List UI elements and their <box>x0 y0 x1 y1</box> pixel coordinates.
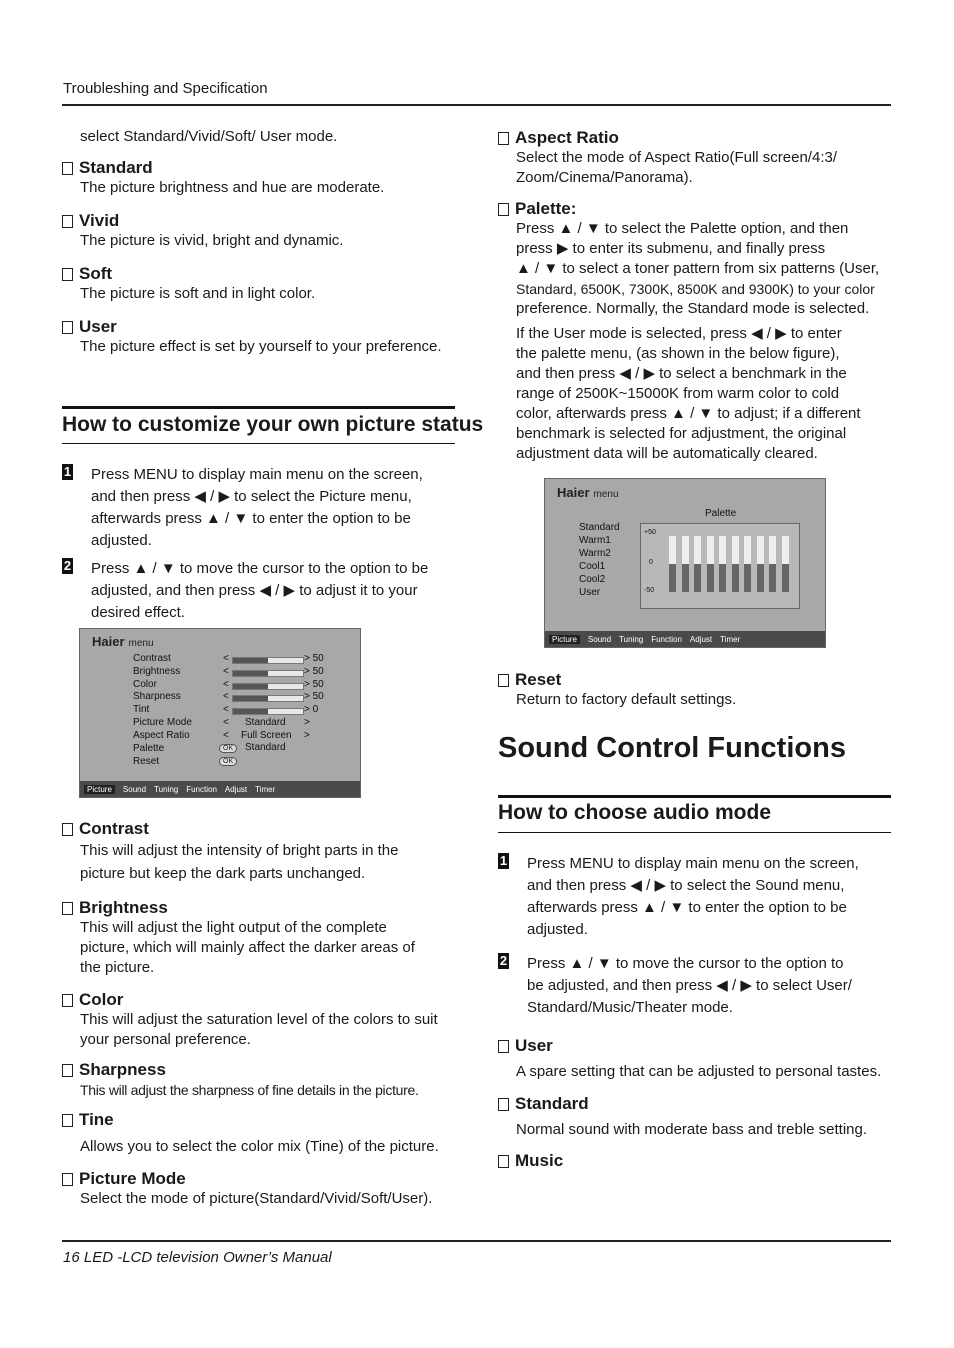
intro-text: select Standard/Vivid/Soft/ User mode. <box>80 128 338 145</box>
menu-value: Standard <box>245 717 286 728</box>
step-2-text: Press ▲ / ▼ to move the cursor to the option to be adjusted, and then press ◀ / ▶ to adjust it to your desired effect. <box>91 560 429 621</box>
item-contrast: Contrast This will adjust the intensity of bright parts in the picture but keep the dark parts unchanged. <box>62 819 399 884</box>
menu-arrow-left: < <box>223 691 229 703</box>
checkbox-icon <box>62 162 73 175</box>
level-bar-fill <box>233 684 268 689</box>
menu-tabbar <box>80 781 360 797</box>
checkbox-icon <box>62 1173 73 1186</box>
mode-standard: Standard The picture brightness and hue are moderate. <box>62 158 384 198</box>
checkbox-icon <box>498 132 509 145</box>
header-rule <box>62 104 891 106</box>
step-number: 2 <box>499 953 508 968</box>
menu-arrow-left: < <box>223 717 229 728</box>
audio-mode-standard: Standard Normal sound with moderate bass and treble setting. <box>498 1094 867 1140</box>
menu-arrow-left: < <box>223 653 229 664</box>
level-bar-fill <box>233 709 268 714</box>
palette-bars-panel <box>640 523 800 609</box>
audio-mode-music: Music <box>498 1151 563 1171</box>
palette-option: Cool2 <box>579 574 606 585</box>
menu-arrow-left: < <box>223 678 229 690</box>
palette-level-bar <box>732 536 739 592</box>
checkbox-icon <box>498 203 509 216</box>
menu-value: > 50 <box>304 665 324 677</box>
menu-label: Contrast <box>133 653 171 664</box>
section-title: How to customize your own picture status <box>62 413 484 436</box>
item-color: Color This will adjust the saturation level of the colors to suit your personal preference. <box>62 990 438 1050</box>
level-bar <box>232 708 304 715</box>
checkbox-icon <box>62 321 73 334</box>
mode-vivid: Vivid The picture is vivid, bright and dynamic. <box>62 211 343 251</box>
menu-label: Reset <box>133 756 160 767</box>
tab-picture: Picture <box>84 785 115 794</box>
scale-label: 0 <box>649 559 653 566</box>
footer-rule <box>62 1240 891 1242</box>
palette-option: Standard <box>579 522 620 533</box>
checkbox-icon <box>62 902 73 915</box>
menu-label: Aspect Ratio <box>133 730 190 741</box>
palette-level-bar <box>744 536 751 592</box>
section-rule-top <box>62 406 455 409</box>
item-aspect-ratio: Aspect Ratio Select the mode of Aspect Ratio(Full screen/4:3/ Zoom/Cinema/Panorama). <box>498 128 837 188</box>
menu-label: Color <box>133 678 157 690</box>
menu-arrow-left: < <box>223 704 229 716</box>
menu-value: > 50 <box>304 691 324 703</box>
tab-tuning: Tuning <box>619 634 644 644</box>
tab-sound: Sound <box>587 634 612 644</box>
ok-button: OK <box>219 757 237 766</box>
scale-label: -50 <box>644 587 655 594</box>
checkbox-icon <box>62 268 73 281</box>
level-bar <box>232 683 304 690</box>
tab-picture: Picture <box>549 635 580 644</box>
palette-level-bar <box>719 536 726 592</box>
palette-level-bar <box>707 536 714 592</box>
section-rule-top <box>498 795 891 798</box>
level-bar-fill <box>233 696 268 701</box>
section-title: How to choose audio mode <box>498 801 772 824</box>
checkbox-icon <box>498 674 509 687</box>
section-rule-bottom <box>62 443 455 444</box>
item-brightness: Brightness This will adjust the light output of the complete picture, which will mainly affect the darker areas of the picture. <box>62 898 415 978</box>
palette-option: User <box>579 587 601 598</box>
step-number: 1 <box>499 853 508 868</box>
palette-level-bar <box>669 536 676 592</box>
step-number: 2 <box>63 558 72 573</box>
checkbox-icon <box>62 823 73 836</box>
tab-tuning: Tuning <box>154 784 179 794</box>
tab-adjust: Adjust <box>689 634 713 644</box>
level-bar <box>232 657 304 664</box>
level-bar-fill <box>233 671 268 676</box>
menu-arrow-right: > <box>304 730 310 741</box>
palette-level-bar <box>782 536 789 592</box>
scale-label: +50 <box>644 529 656 536</box>
tab-adjust: Adjust <box>224 784 248 794</box>
step-1-text: Press MENU to display main menu on the screen, and then press ◀ / ▶ to select the Picture menu, afterwards press ▲ / ▼ to enter the option to be adjusted. <box>91 466 423 549</box>
menu-label: Brightness <box>133 665 181 677</box>
section-rule-bottom <box>498 832 891 833</box>
mode-soft: Soft The picture is soft and in light color. <box>62 264 315 304</box>
palette-option: Cool1 <box>579 561 606 572</box>
palette-option: Warm1 <box>579 535 611 546</box>
menu-tabbar <box>545 631 825 647</box>
checkbox-icon <box>62 1064 73 1077</box>
tab-timer: Timer <box>255 784 276 794</box>
audio-mode-user: User A spare setting that can be adjusted to personal tastes. <box>498 1036 881 1082</box>
menu-arrow-right: > <box>304 717 310 728</box>
page-header: Troubleshing and Specification <box>63 80 268 97</box>
palette-option: Warm2 <box>579 548 611 559</box>
palette-level-bar <box>757 536 764 592</box>
haier-logo: Haier menu <box>557 485 619 500</box>
level-bar <box>232 670 304 677</box>
menu-value: Full Screen <box>241 730 292 741</box>
page-footer: 16 LED -LCD television Owner’s Manual <box>63 1249 332 1266</box>
item-sharpness: Sharpness This will adjust the sharpness of fine details in the picture. <box>62 1060 419 1100</box>
menu-arrow-left: < <box>223 730 229 741</box>
tab-function: Function <box>651 634 682 644</box>
checkbox-icon <box>498 1098 509 1111</box>
menu-label: Sharpness <box>133 691 181 703</box>
checkbox-icon <box>498 1040 509 1053</box>
menu-value: > 0 <box>304 704 319 716</box>
menu-label: Tint <box>133 704 150 716</box>
item-picture-mode: Picture Mode Select the mode of picture(Standard/Vivid/Soft/User). <box>62 1169 432 1209</box>
menu-value: > 50 <box>304 678 324 690</box>
item-palette: Palette: Press ▲ / ▼ to select the Palette option, and then press ▶ to enter its submenu, and finally press ▲ / ▼ to select a toner pattern from six patterns (User, Standard, 6500K, 7300K, 8500K and 9300K) to your color preference. Normally, the Standard mode is selected. If the User mode is selected, press ◀ / ▶ to enter the palette menu, (as shown in the below figure), and then press ◀ / ▶ to select a benchmark in the range of 2500K~15000K from warm color to cold color, afterwards press ▲ / ▼ to adjust; if a different benchmark is selected for adjustment, the original adjustment data will be automatically cleared. <box>498 199 893 464</box>
palette-panel-title: Palette <box>705 508 737 519</box>
palette-menu-screenshot <box>544 478 826 648</box>
menu-label: Palette <box>133 743 165 754</box>
haier-logo: Haier menu <box>92 634 154 649</box>
menu-value: > 50 <box>304 653 324 664</box>
menu-label: Picture Mode <box>133 717 192 728</box>
ok-button: OK <box>219 744 237 753</box>
item-tine: Tine Allows you to select the color mix (Tine) of the picture. <box>62 1110 439 1157</box>
step-number: 1 <box>63 464 72 479</box>
picture-menu-screenshot <box>79 628 361 798</box>
palette-level-bar <box>682 536 689 592</box>
step-1-text: Press MENU to display main menu on the screen, and then press ◀ / ▶ to select the Sound menu, afterwards press ▲ / ▼ to enter the option to be adjusted. <box>527 855 859 938</box>
tab-timer: Timer <box>720 634 741 644</box>
checkbox-icon <box>62 1114 73 1127</box>
step-2-text: Press ▲ / ▼ to move the cursor to the option to be adjusted, and then press ◀ / ▶ to select User/ Standard/Music/Theater mode. <box>527 955 852 1016</box>
menu-arrow-left: < <box>223 665 229 677</box>
palette-level-bar <box>694 536 701 592</box>
tab-sound: Sound <box>122 784 147 794</box>
checkbox-icon <box>498 1155 509 1168</box>
big-title: Sound Control Functions <box>498 732 846 764</box>
palette-level-bar <box>769 536 776 592</box>
tab-function: Function <box>186 784 217 794</box>
mode-user: User The picture effect is set by yourself to your preference. <box>62 317 442 357</box>
level-bar <box>232 695 304 702</box>
menu-value: Standard <box>245 742 286 753</box>
checkbox-icon <box>62 215 73 228</box>
level-bar-fill <box>233 658 268 663</box>
checkbox-icon <box>62 994 73 1007</box>
item-reset: Reset Return to factory default settings. <box>498 670 736 710</box>
